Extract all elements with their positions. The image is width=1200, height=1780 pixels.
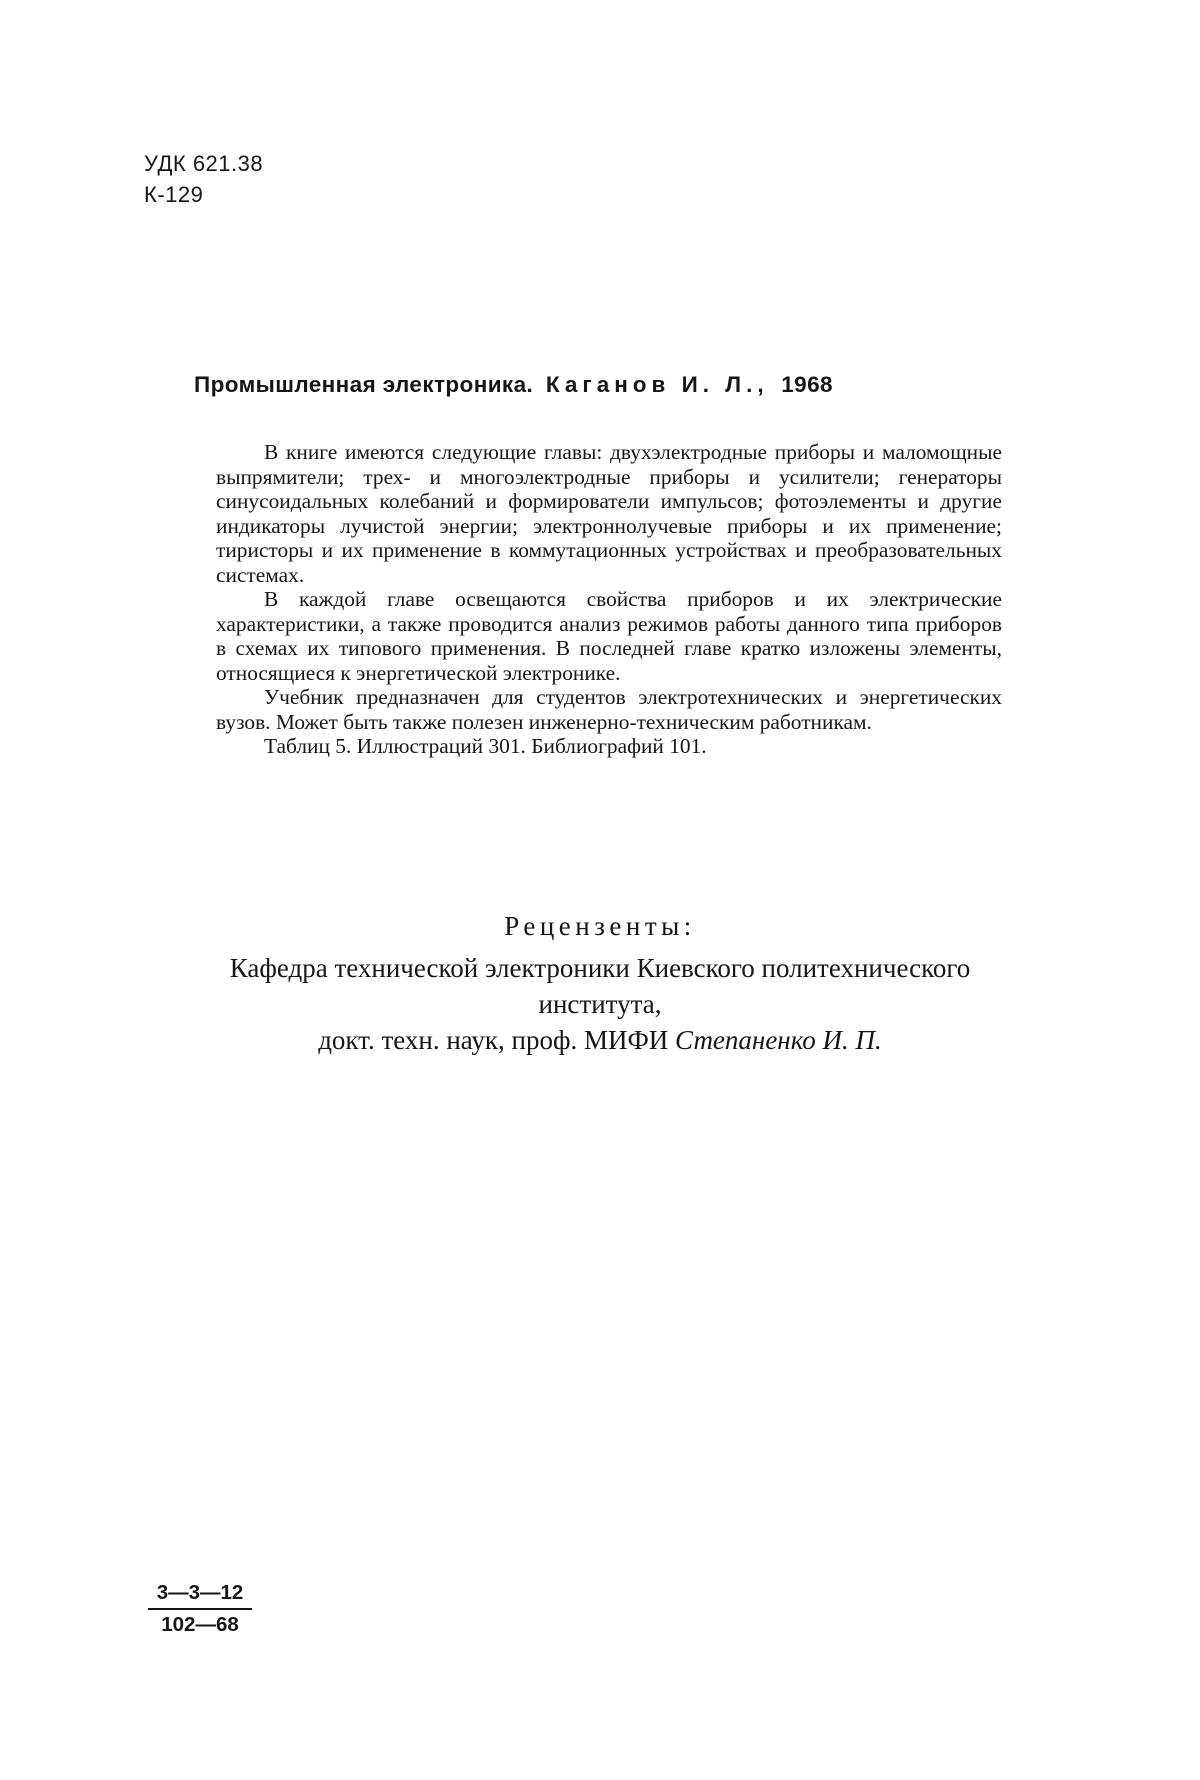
reviewer-credentials: докт. техн. наук, проф. МИФИ <box>318 1025 669 1055</box>
abstract-paragraph-audience: Учебник предназначен для студентов электротехнических и энергетических вузов. Может быть также полезен инженерно-техническим работникам. <box>216 685 1002 734</box>
abstract-paragraph-chapters: В книге имеются следующие главы: двухэлектродные приборы и маломощные выпрямители; трех- и многоэлектродные приборы и усилители; генераторы синусоидальных колебаний и формирователи импульсов; фотоэлементы и другие индикаторы лучистой энергии; электроннолучевые приборы и их применение; тиристоры и их применение в коммутационных устройствах и преобразовательных системах. <box>216 440 1002 587</box>
abstract <box>216 440 1002 759</box>
book-year: 1968 <box>781 372 833 397</box>
price-code <box>148 1581 252 1637</box>
book-title: Промышленная электроника. <box>194 372 534 397</box>
price-code-numerator: 3—3—12 <box>148 1581 252 1610</box>
abstract-paragraph-content: В каждой главе освещаются свойства приборов и их электрические характеристики, а также проводится анализ режимов работы данного типа приборов в схемах их типового применения. В последней главе кратко изложены элементы, относящиеся к энергетической электронике. <box>216 587 1002 685</box>
author-mark: К-129 <box>144 182 204 207</box>
udk-block <box>144 148 263 210</box>
udk-code: УДК 621.38 <box>144 151 264 176</box>
reviewers-block <box>140 908 1060 1058</box>
reviewer-institute: института, <box>538 989 662 1019</box>
reviewer-name: Степаненко И. П. <box>675 1025 882 1055</box>
abstract-paragraph-stats: Таблиц 5. Иллюстраций 301. Библиографий 101. <box>264 734 707 758</box>
reviewer-person <box>140 1022 1060 1058</box>
book-author: Каганов И. Л., <box>545 372 769 397</box>
reviewer-department: Кафедра технической электроники Киевского политехнического <box>229 953 971 983</box>
price-code-denominator: 102—68 <box>161 1613 239 1636</box>
reviewers-heading: Рецензенты: <box>504 911 696 941</box>
book-heading <box>194 372 833 398</box>
